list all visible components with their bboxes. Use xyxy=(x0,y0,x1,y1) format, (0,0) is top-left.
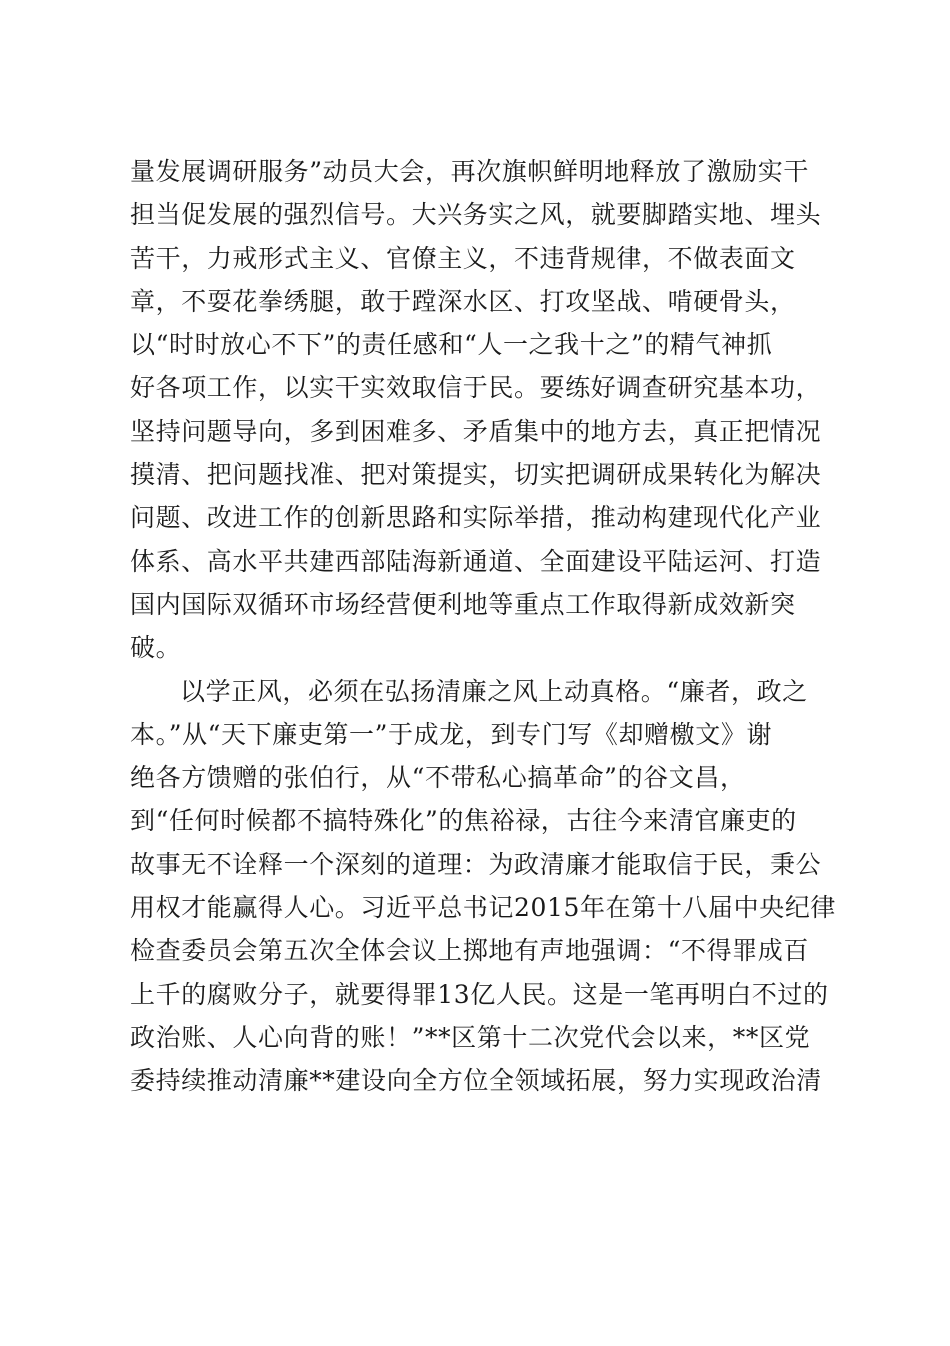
text-line: 章，不耍花拳绣腿，敢于蹚深水区、打攻坚战、啃硬骨头， xyxy=(130,286,796,316)
text-line: 苦干，力戒形式主义、官僚主义，不违背规律，不做表面文 xyxy=(130,243,796,273)
text-line: 问题、改进工作的创新思路和实际举措，推动构建现代化产业 xyxy=(130,503,822,533)
text-line: 以“时时放心不下”的责任感和“人一之我十之”的精气神抓 xyxy=(130,330,773,360)
paragraph-2 xyxy=(130,670,837,1103)
text-line: 摸清、把问题找准、把对策提实，切实把调研成果转化为解决 xyxy=(130,460,822,490)
text-line: 检查委员会第五次全体会议上掷地有声地强调：“不得罪成百 xyxy=(130,936,809,966)
text-line: 绝各方馈赠的张伯行，从“不带私心搞革命”的谷文昌， xyxy=(130,763,746,793)
paragraph-1 xyxy=(130,150,830,670)
text-line: 故事无不诠释一个深刻的道理：为政清廉才能取信于民，秉公 xyxy=(130,849,822,879)
document-body xyxy=(130,150,837,1103)
text-line: 用权才能赢得人心。习近平总书记2015年在第十八届中央纪律 xyxy=(130,893,837,923)
text-line: 本。”从“天下廉吏第一”于成龙，到专门写《却赠檄文》谢 xyxy=(130,719,773,749)
text-line: 政治账、人心向背的账！”**区第十二次党代会以来，**区党 xyxy=(130,1022,811,1052)
text-line: 担当促发展的强烈信号。大兴务实之风，就要脚踏实地、埋头 xyxy=(130,200,822,230)
text-line: 体系、高水平共建西部陆海新通道、全面建设平陆运河、打造 xyxy=(130,546,822,576)
text-line: 国内国际双循环市场经营便利地等重点工作取得新成效新突 xyxy=(130,589,796,619)
text-line: 破。 xyxy=(130,633,182,663)
text-line: 委持续推动清廉**建设向全方位全领域拓展，努力实现政治清 xyxy=(130,1066,822,1096)
text-line: 到“任何时候都不搞特殊化”的焦裕禄，古往今来清官廉吏的 xyxy=(130,806,797,836)
text-line: 坚持问题导向，多到困难多、矛盾集中的地方去，真正把情况 xyxy=(130,416,822,446)
text-line: 上千的腐败分子，就要得罪13亿人民。这是一笔再明白不过的 xyxy=(130,979,829,1009)
text-line-indented: 以学正风，必须在弘扬清廉之风上动真格。“廉者，政之 xyxy=(180,676,808,706)
text-line: 量发展调研服务”动员大会，再次旗帜鲜明地释放了激励实干 xyxy=(130,157,809,186)
text-line: 好各项工作，以实干实效取信于民。要练好调查研究基本功， xyxy=(130,373,822,403)
